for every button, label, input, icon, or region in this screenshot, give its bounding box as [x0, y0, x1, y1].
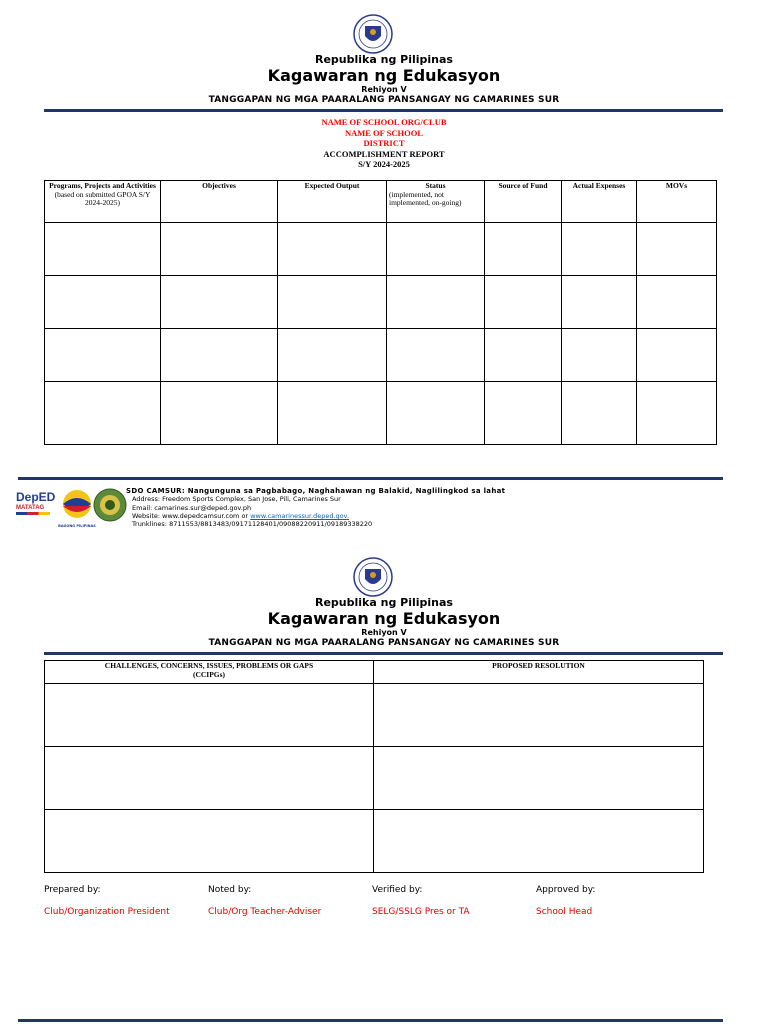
- deped-matatag-logo: DepED MATATAG: [16, 490, 56, 530]
- republic-text: Republika ng Pilipinas: [315, 596, 453, 609]
- deped-seal-icon: [353, 557, 393, 597]
- verified-by-label: Verified by:: [372, 885, 423, 895]
- col-status: Status (implemented, not implemented, on-going): [387, 181, 485, 223]
- org-name: NAME OF SCHOOL ORG/CLUB: [321, 117, 447, 127]
- bagong-pilipinas-text: BAGONG PILIPINAS: [58, 524, 96, 528]
- verified-by-name: SELG/SSLG Pres or TA: [372, 907, 470, 917]
- col-actual-expenses: Actual Expenses: [562, 181, 637, 223]
- ccipg-table: [44, 660, 704, 873]
- footer-rule: [18, 477, 723, 480]
- republic-text: Republika ng Pilipinas: [315, 53, 453, 66]
- table-row: [45, 276, 717, 329]
- sdo-camsur-seal-icon: [93, 488, 127, 522]
- table-row: [45, 684, 704, 747]
- school-name: NAME OF SCHOOL: [344, 127, 424, 138]
- prepared-by-name: Club/Organization President: [44, 907, 170, 917]
- district-name: DISTRICT: [363, 138, 405, 148]
- footer-trunklines: Trunklines: 8711553/8813483/09171128401/09088220911/09189338220: [132, 520, 373, 529]
- department-title: Kagawaran ng Edukasyon: [267, 66, 501, 85]
- col-programs: Programs, Projects and Activities (based on submitted GPOA S/Y 2024-2025): [45, 181, 161, 223]
- footer-email: Email: camarines.sur@deped.gov.ph: [132, 503, 252, 512]
- website-link[interactable]: www.camarinessur.deped.gov.: [250, 511, 350, 520]
- approved-by-label: Approved by:: [536, 885, 596, 895]
- deped-seal-icon: [353, 14, 393, 54]
- report-title: ACCOMPLISHMENT REPORT: [323, 149, 445, 159]
- table-row: [45, 810, 704, 873]
- accomplishment-table: [44, 180, 717, 445]
- region-text: Rehiyon V: [361, 85, 407, 94]
- region-text: Rehiyon V: [361, 628, 407, 637]
- col-ccipgs: CHALLENGES, CONCERNS, ISSUES, PROBLEMS OR GAPS (CCIPGs): [45, 661, 374, 684]
- bagong-pilipinas-logo: [60, 488, 94, 528]
- header-rule: [44, 109, 723, 112]
- approved-by-name: School Head: [536, 907, 593, 917]
- footer-address: Address: Freedom Sports Complex, San Jose, Pili, Camarines Sur: [132, 495, 341, 504]
- table-row: [45, 329, 717, 382]
- col-proposed-resolution: PROPOSED RESOLUTION: [374, 661, 704, 684]
- prepared-by-label: Prepared by:: [44, 885, 101, 895]
- office-text: TANGGAPAN NG MGA PAARALANG PANSANGAY NG CAMARINES SUR: [208, 638, 560, 648]
- noted-by-name: Club/Org Teacher-Adviser: [208, 907, 322, 917]
- office-text: TANGGAPAN NG MGA PAARALANG PANSANGAY NG CAMARINES SUR: [208, 95, 560, 105]
- table-row: [45, 223, 717, 276]
- footer-rule: [18, 1019, 723, 1022]
- col-source-of-fund: Source of Fund: [485, 181, 562, 223]
- footer-website: Website: www.depedcamsur.com or www.camarinessur.deped.gov.: [132, 511, 350, 520]
- col-movs: MOVs: [637, 181, 717, 223]
- table-row: [45, 382, 717, 445]
- col-objectives: Objectives: [161, 181, 278, 223]
- footer-motto: SDO CAMSUR: Nangunguna sa Pagbabago, Naghahawan ng Balakid, Naglilingkod sa lahat: [126, 487, 506, 495]
- col-expected-output: Expected Output: [278, 181, 387, 223]
- header-rule: [44, 652, 723, 655]
- department-title: Kagawaran ng Edukasyon: [267, 609, 501, 628]
- school-year: S/Y 2024-2025: [358, 159, 410, 169]
- table-row: [45, 747, 704, 810]
- noted-by-label: Noted by:: [208, 885, 252, 895]
